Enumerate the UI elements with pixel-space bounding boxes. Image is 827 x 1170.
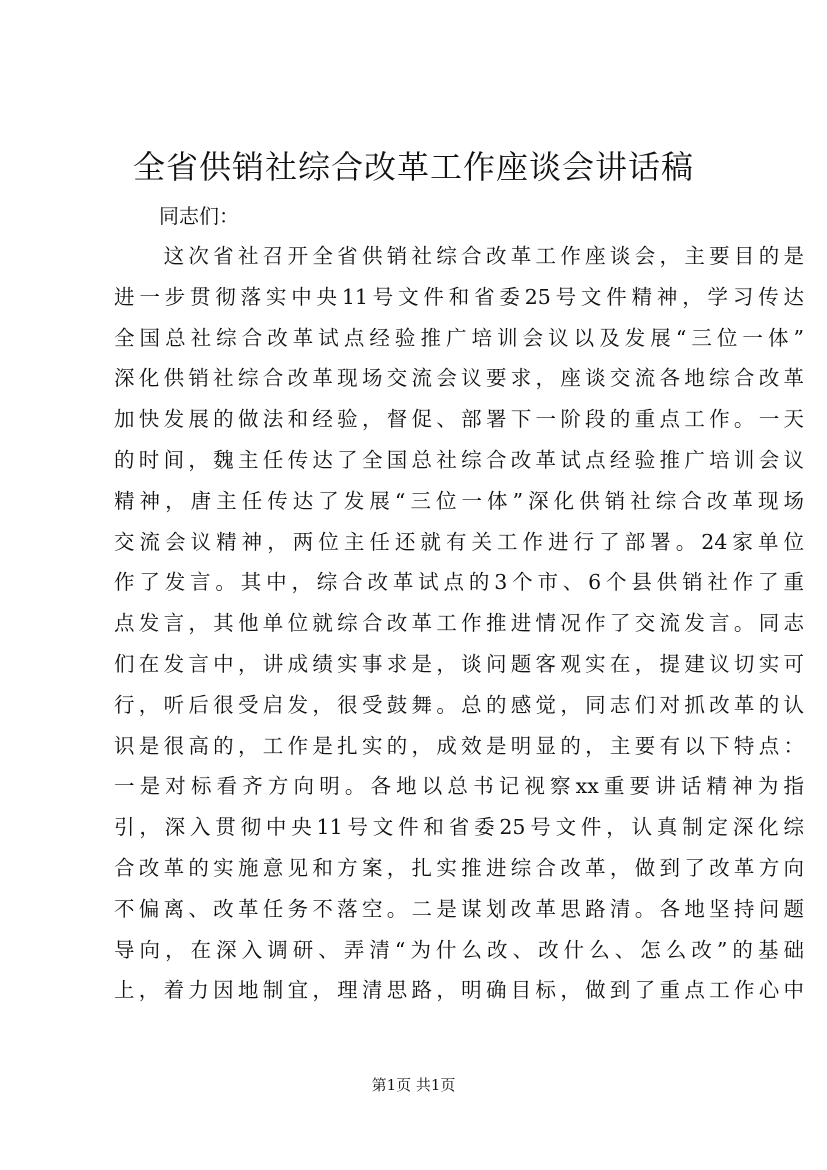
body-line: 行，听后很受启发，很受鼓舞。总的感觉，同志们对抓改革的认	[114, 692, 804, 717]
body-line: 们在发言中，讲成绩实事求是，谈问题客观实在，提建议切实可	[114, 651, 804, 676]
body-line: 不偏离、改革任务不落空。二是谋划改革思路清。各地坚持问题	[114, 896, 804, 921]
body-line: 深化供销社综合改革现场交流会议要求，座谈交流各地综合改革	[114, 366, 804, 391]
body-line: 加快发展的做法和经验，督促、部署下一阶段的重点工作。一天	[114, 407, 804, 432]
body-line: 作了发言。其中，综合改革试点的3个市、6个县供销社作了重	[114, 570, 804, 595]
page-footer: 第1页 共1页	[371, 1076, 456, 1094]
body-line: 上，着力因地制宜，理清思路，明确目标，做到了重点工作心中	[114, 978, 804, 1003]
body-line: 交流会议精神，两位主任还就有关工作进行了部署。24家单位	[114, 529, 804, 554]
body-line: 识是很高的，工作是扎实的，成效是明显的，主要有以下特点：	[114, 733, 804, 758]
body-line: 合改革的实施意见和方案，扎实推进综合改革，做到了改革方向	[114, 855, 804, 880]
body-line: 导向，在深入调研、弄清“为什么改、改什么、怎么改”的基础	[114, 937, 804, 962]
document-title: 全省供销社综合改革工作座谈会讲话稿	[132, 148, 694, 186]
body-line: 进一步贯彻落实中央11号文件和省委25号文件精神，学习传达	[114, 284, 804, 309]
body-line: 的时间，魏主任传达了全国总社综合改革试点经验推广培训会议	[114, 447, 804, 472]
body-line: 点发言，其他单位就综合改革工作推进情况作了交流发言。同志	[114, 611, 804, 636]
body-line: 这次省社召开全省供销社综合改革工作座谈会，主要目的是	[114, 244, 804, 268]
body-line: 引，深入贯彻中央11号文件和省委25号文件，认真制定深化综	[114, 815, 804, 840]
body-line: 全国总社综合改革试点经验推广培训会议以及发展“三位一体”	[114, 325, 804, 350]
salutation: 同志们：	[159, 204, 239, 228]
body-line: 精神，唐主任传达了发展“三位一体”深化供销社综合改革现场	[114, 488, 804, 513]
body-line: 一是对标看齐方向明。各地以总书记视察xx重要讲话精神为指	[114, 774, 804, 799]
body-text	[114, 236, 804, 1011]
